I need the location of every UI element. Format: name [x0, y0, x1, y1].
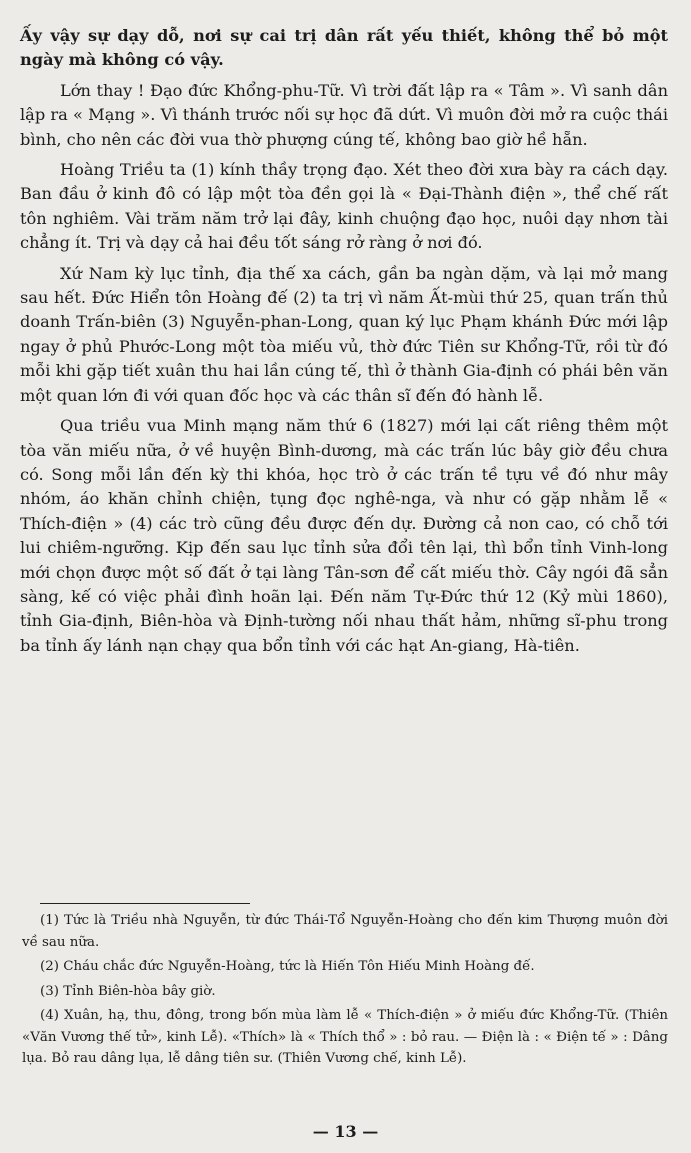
footnote: (2) Cháu chắc đức Nguyễn-Hoàng, tức là Hiến Tôn Hiếu Minh Hoàng đế. [40, 959, 535, 974]
footnote-divider [40, 903, 250, 904]
footnote: (3) Tỉnh Biên-hòa bây giờ. [40, 983, 216, 999]
footnote: (1) Tức là Triều nhà Nguyễn, từ đức Thái-Tổ Nguyễn-Hoàng cho đến kim Thượng muôn đời về sau nữa. [22, 913, 668, 950]
footnote: (4) Xuân, hạ, thu, đông, trong bốn mùa làm lễ « Thích-điện » ở miếu đức Khổng-Tữ. (Thiên «Văn Vương thế tử», kinh Lễ). «Thích» là « Thích thổ » : bỏ rau. — Điện là : « Điện tế » : Dâng lụa. Bỏ rau dâng lụa, lễ dâng tiên sư. (Thiên Vương chế, kinh Lễ). [22, 1008, 668, 1066]
page-number: — 13 — [312, 1122, 379, 1141]
paragraph: Ấy vậy sự dạy dỗ, nơi sự cai trị dân rất yếu thiết, không thể bỏ một ngày mà không có vậy. [20, 26, 668, 70]
paragraph: Qua triều vua Minh mạng năm thứ 6 (1827) mới lại cất riêng thêm một tòa văn miếu nữa, ở về huyện Bình-dương, mà các trấn lúc bây giờ đều chưa có. Song mỗi lần đến kỳ thi khóa, học trò ở các trấn tề tựu về đó như mây nhóm, áo khăn chỉnh chiện, tụng đọc nghê-nga, và như có gặp nhằm lễ « Thích-điện » (4) các trò cũng đều được đến dự. Đường cả non cao, có chỗ tới lui chiêm-ngưỡng. Kịp đến sau lục tỉnh sửa đổi tên lại, thì bổn tỉnh Vinh-long mới chọn được một số đất ở tại làng Tân-sơn để cất miếu thờ. Cây ngói đã sẳn sàng, kế có việc phải đình hoãn lại. Đến năm Tự-Đức thứ 12 (Kỷ mùi 1860), tỉnh Gia-định, Biên-hòa và Định-tường nối nhau thất hảm, những sĩ-phu trong ba tỉnh ấy lánh nạn chạy qua bổn tỉnh với các hạt An-giang, Hà-tiên. [20, 416, 668, 655]
paragraph: Hoàng Triều ta (1) kính thầy trọng đạo. Xét theo đời xưa bày ra cách dạy. Ban đầu ở kinh đô có lập một tòa đền gọi là « Đại-Thành điện », thể chế rất tôn nghiêm. Vài trăm năm trở lại đây, kinh chuộng đạo học, nuôi dạy nhơn tài chẳng ít. Trị và dạy cả hai đều tốt sáng rở ràng ở nơi đó. [20, 160, 668, 253]
main-text [20, 24, 668, 664]
paragraph: Xứ Nam kỳ lục tỉnh, địa thế xa cách, gần ba ngàn dặm, và lại mở mang sau hết. Đức Hiển tôn Hoàng đế (2) ta trị vì năm Ất-mùi thứ 25, quan trấn thủ doanh Trấn-biên (3) Nguyễn-phan-Long, quan ký lục Phạm khánh Đức mới lập ngay ở phủ Phước-Long một tòa miếu vủ, thờ đức Tiên sư Khổng-Tữ, rồi từ đó mỗi khi gặp tiết xuân thu hai lần cúng tế, thì ở thành Gia-định có phái bên văn một quan lớn đi với quan đốc học và các thân sĩ đến đó hành lễ. [20, 263, 668, 405]
paragraph: Lớn thay ! Đạo đức Khổng-phu-Tữ. Vì trời đất lập ra « Tâm ». Vì sanh dân lập ra « Mạng ». Vì thánh trước nối sự học đã dứt. Vì muôn đời mở ra cuộc thái bình, cho nên các đời vua thờ phượng cúng tế, không bao giờ hề hẵn. [20, 80, 668, 149]
footnotes [22, 910, 668, 1073]
